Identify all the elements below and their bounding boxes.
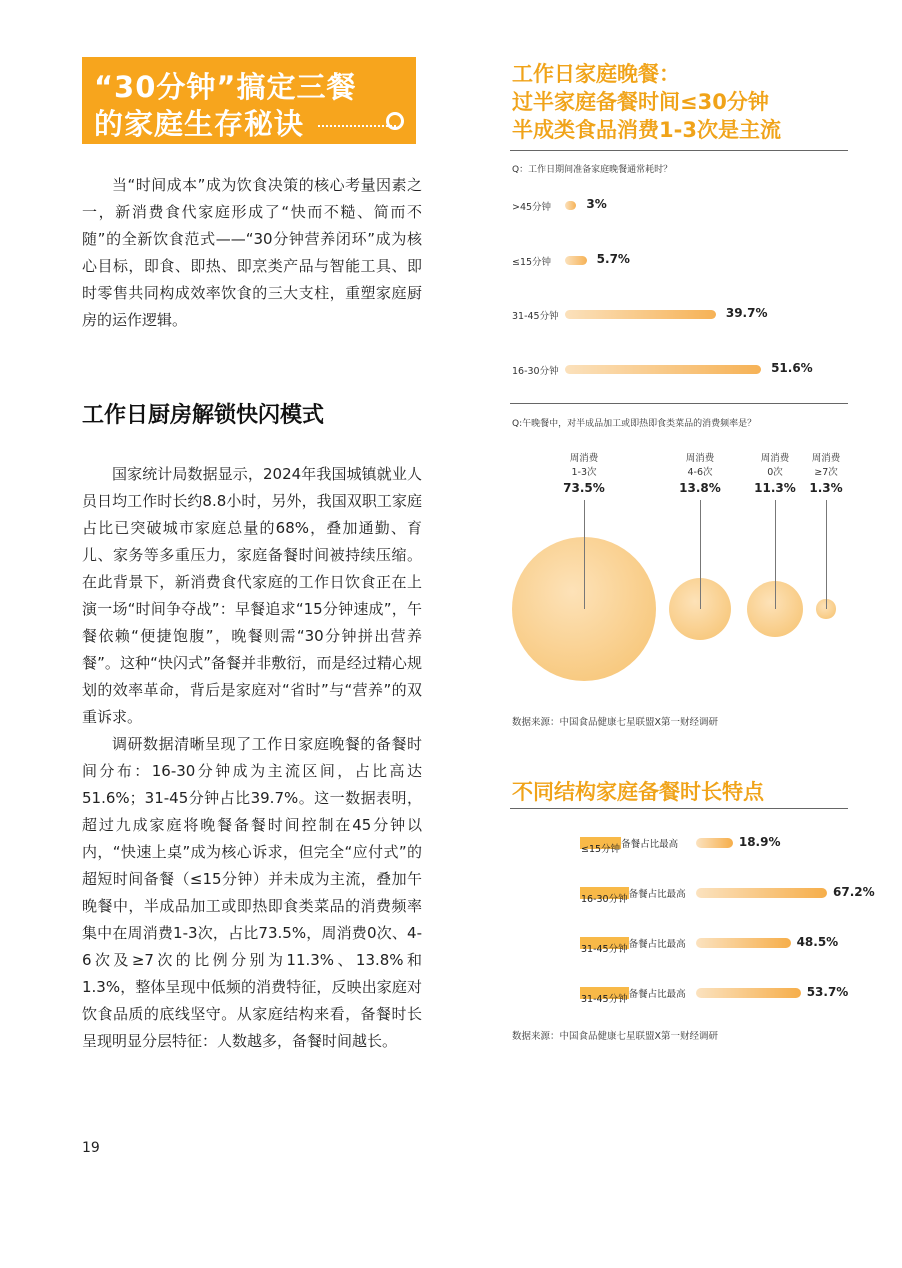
bar-category-label: 16-30分钟 (512, 366, 559, 377)
bar (696, 888, 827, 898)
body-paragraph-1: 国家统计局数据显示，2024年我国城镇就业人员日均工作时长约8.8小时，另外，我国双职工家庭占比已突破城市家庭总量的68%，叠加通勤、育儿、家务等多重压力，家庭备餐时间被持续压缩。在此背景下，新消费食代家庭的工作日饮食正在上演一场“时间争夺战”：早餐追求“15分钟速成”，午餐依赖“便捷饱腹”，晚餐则需“30分钟拼出营养餐”。这种“快闪式”备餐并非敷衍，而是经过精心规划的效率革命，背后是家庭对“省时”与“营养”的双重诉求。 (82, 465, 422, 726)
bar-value-label: 53.7% (806, 985, 849, 999)
highlight-text: 31-45分钟 (581, 994, 628, 1005)
bar-value-label: 51.6% (771, 361, 813, 375)
intro-paragraph: 当“时间成本”成为饮食决策的核心考量因素之一，新消费食代家庭形成了“快而不糙、简而不随”的全新饮食范式——“30分钟营养闭环”成为核心目标，即食、即热、即烹类产品与智能工具、即时零售共同构成效率饮食的三大支柱，重塑家庭厨房的运作逻辑。 (82, 176, 422, 329)
highlight-suffix: 备餐占比最高 (628, 939, 686, 950)
highlight-label (580, 887, 629, 905)
divider (510, 403, 848, 404)
banner-title-line1: “30分钟”搞定三餐 (94, 70, 357, 104)
bubble-value-label: 1.3% (809, 481, 843, 495)
section-heading: 工作日厨房解锁快闪模式 (82, 403, 325, 428)
bubble-category-label: 0次 (767, 467, 783, 478)
highlight-suffix: 备餐占比最高 (621, 839, 679, 850)
bubble-category-label: 周消费 (685, 453, 715, 464)
highlight-label (580, 937, 629, 955)
bar (565, 310, 716, 319)
bubble-leader-line (826, 500, 827, 609)
data-source-2: 数据来源：中国食品健康七星联盟X第一财经调研 (512, 1031, 719, 1042)
page-number: 19 (82, 1140, 100, 1156)
bar-category-label: 31-45分钟 (512, 311, 559, 322)
bubble-leader-line (584, 500, 585, 609)
title-banner (82, 57, 416, 144)
bar-category-label: >45分钟 (512, 202, 552, 213)
highlight-suffix: 备餐占比最高 (628, 989, 686, 1000)
bar-value-label: 3% (586, 197, 607, 211)
highlight-text: ≤15分钟 (581, 844, 621, 855)
bubble-value-label: 13.8% (679, 481, 721, 495)
bubble-value-label: 11.3% (754, 481, 796, 495)
chart2-question: Q:午晚餐中，对半成品加工或即热即食类菜品的消费频率是？ (512, 419, 757, 429)
bar-category-label: ≤15分钟 (512, 257, 552, 268)
banner-dotted-line (318, 125, 396, 127)
bar (696, 838, 733, 848)
bubble-category-label: 周消费 (569, 453, 599, 464)
divider (510, 808, 848, 809)
right-heading-line3: 半成类食品消费1-3次是主流 (512, 118, 781, 142)
bubble-value-label: 73.5% (563, 481, 605, 495)
bar (696, 988, 801, 998)
family-structure-heading: 不同结构家庭备餐时长特点 (512, 780, 764, 804)
bar (565, 201, 576, 210)
bar-value-label: 39.7% (725, 306, 768, 320)
data-source-1: 数据来源：中国食品健康七星联盟X第一财经调研 (512, 717, 719, 728)
banner-title-line2: 的家庭生存秘诀 (94, 107, 305, 141)
bubble-category-label: 1-3次 (571, 467, 597, 478)
right-heading-line1: 工作日家庭晚餐： (512, 62, 680, 86)
bar-value-label: 18.9% (738, 835, 781, 849)
bar-value-label: 67.2% (833, 885, 875, 899)
body-paragraph-2: 调研数据清晰呈现了工作日家庭晚餐的备餐时间分布：16-30分钟成为主流区间，占比高达51.6%；31-45分钟占比39.7%。这一数据表明，超过九成家庭将晚餐备餐时间控制在45分钟以内，“快速上桌”成为核心诉求，但完全“应付式”的超短时间备餐（≤15分钟）并未成为主流，叠加午晚餐中，半成品加工或即热即食类菜品的消费频率集中在周消费1-3次，占比73.5%，周消费0次、4-6次及≥7次的比例分别为11.3%、13.8%和1.3%，整体呈现中低频的消费特征，反映出家庭对饮食品质的底线坚守。从家庭结构来看，备餐时长呈现明显分层特征：人数越多，备餐时间越长。 (82, 735, 422, 1050)
bar (565, 365, 761, 374)
bubble-leader-line (700, 500, 701, 609)
bubble-category-label: 周消费 (760, 453, 790, 464)
bubble-category-label: 周消费 (811, 453, 841, 464)
divider (510, 150, 848, 151)
chart1-question: Q：工作日期间准备家庭晚餐通常耗时？ (512, 165, 673, 175)
highlight-suffix: 备餐占比最高 (628, 889, 686, 900)
bar (696, 938, 791, 948)
bubble-category-label: ≥7次 (814, 467, 838, 478)
bubble-category-label: 4-6次 (687, 467, 713, 478)
highlight-text: 16-30分钟 (581, 894, 628, 905)
circle-icon (386, 112, 404, 130)
bar-value-label: 5.7% (596, 252, 630, 266)
bubble-leader-line (775, 500, 776, 609)
highlight-label (580, 987, 629, 1005)
bar (565, 256, 587, 265)
bar-value-label: 48.5% (796, 935, 839, 949)
highlight-text: 31-45分钟 (581, 944, 628, 955)
right-heading-line2: 过半家庭备餐时间≤30分钟 (512, 90, 769, 114)
highlight-label (580, 837, 621, 855)
